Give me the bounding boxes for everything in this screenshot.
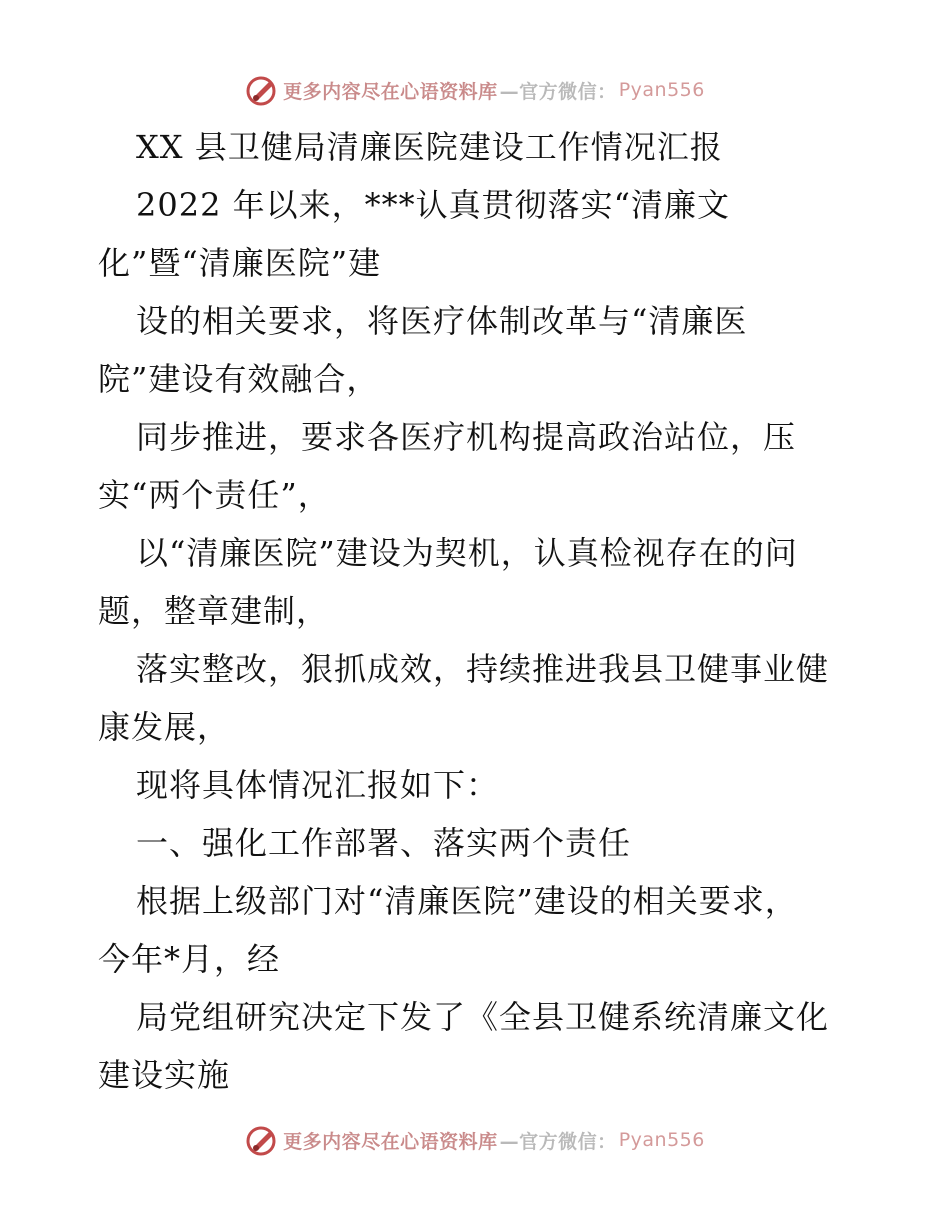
paragraph-line: 现将具体情况汇报如下： xyxy=(136,766,500,804)
watermark-brand-text: 更多内容尽在心语资料库 xyxy=(283,1130,498,1153)
watermark-separator-text: —官方微信： xyxy=(499,1130,617,1153)
paragraph-line: 康发展， xyxy=(98,708,231,746)
watermark-account-text: Pyan556 xyxy=(618,1129,705,1151)
paragraph-line: 2022 年以来，***认真贯彻落实“清廉文 xyxy=(136,186,730,224)
paragraph-line: 局党组研究决定下发了《全县卫健系统清廉文化 xyxy=(136,998,830,1036)
document-title: XX 县卫健局清廉医院建设工作情况汇报 xyxy=(136,128,723,166)
footer-watermark xyxy=(0,1120,950,1160)
paragraph-line: 设的相关要求，将医疗体制改革与“清廉医 xyxy=(136,302,748,340)
paragraph-line: 化”暨“清廉医院”建 xyxy=(98,244,382,282)
paragraph-line: 建设实施 xyxy=(98,1056,231,1094)
paragraph-line: 实“两个责任”， xyxy=(98,476,331,514)
paragraph-line: 同步推进，要求各医疗机构提高政治站位，压 xyxy=(136,418,797,456)
brush-pen-logo-icon xyxy=(245,73,279,107)
paragraph-line: 题，整章建制， xyxy=(98,592,330,630)
paragraph-line: 根据上级部门对“清廉医院”建设的相关要求， xyxy=(136,882,798,920)
paragraph-line: 今年*月，经 xyxy=(98,940,281,978)
header-watermark xyxy=(0,70,950,110)
brush-pen-logo-icon xyxy=(245,1123,279,1157)
watermark-account-text: Pyan556 xyxy=(618,79,705,101)
paragraph-line: 落实整改，狠抓成效，持续推进我县卫健事业健 xyxy=(136,650,830,688)
watermark-brand-text: 更多内容尽在心语资料库 xyxy=(283,80,498,103)
document-body xyxy=(98,118,858,1104)
watermark-separator-text: —官方微信： xyxy=(499,80,617,103)
paragraph-line: 以“清廉医院”建设为契机，认真检视存在的问 xyxy=(136,534,798,572)
section-heading: 一、强化工作部署、落实两个责任 xyxy=(136,824,632,862)
paragraph-line: 院”建设有效融合， xyxy=(98,360,380,398)
